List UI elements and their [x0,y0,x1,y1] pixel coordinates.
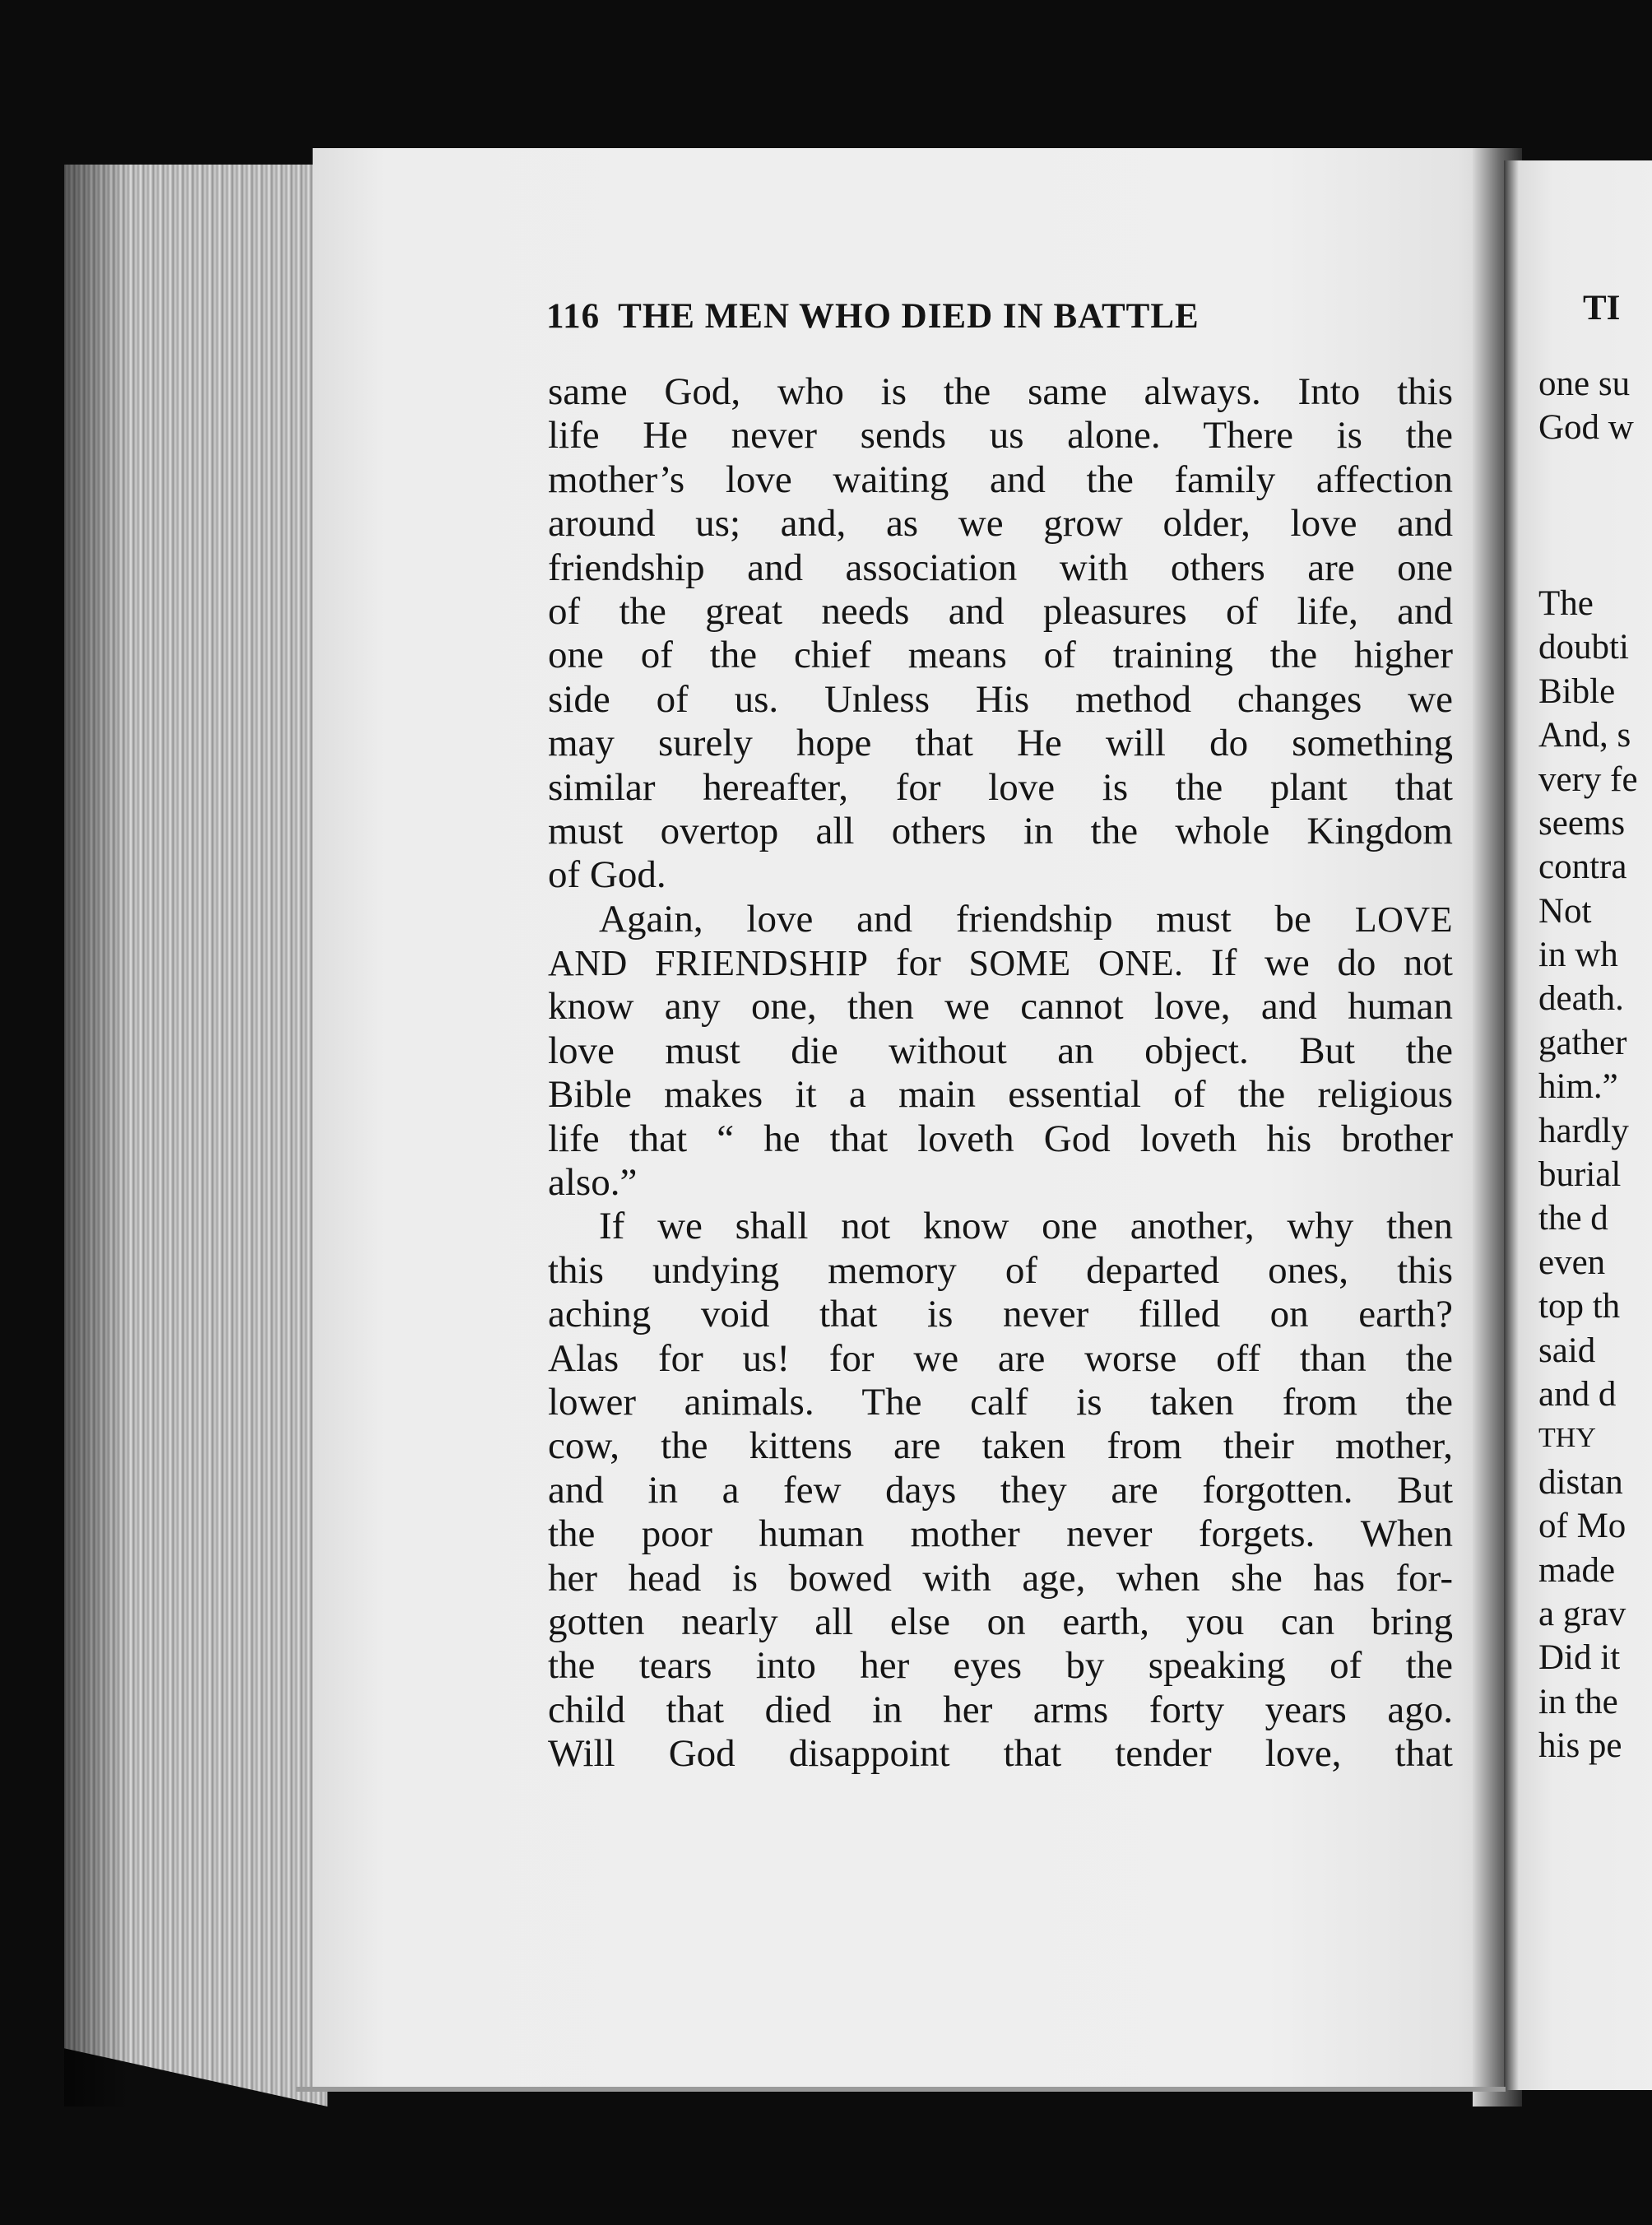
right-text-line: And, s [1538,716,1631,755]
small-caps-text: AND FRIENDSHIP [548,943,869,984]
running-head-title: THE MEN WHO DIED IN BATTLE [618,297,1200,336]
text-line: also.” [548,1161,638,1205]
right-text-line: contra [1538,848,1627,887]
text-line: child that died in her arms forty years ago. [548,1688,1453,1731]
small-caps-text: SOME ONE. [968,943,1184,984]
text-line: lower animals. The calf is taken from the [548,1380,1453,1424]
right-text-line: death. [1538,979,1624,1019]
text-line-mixed [548,898,1453,941]
text-line: friendship and association with others are one [548,546,1453,589]
page-number: 116 [546,297,601,336]
text-line: Bible makes it a main essential of the religious [548,1073,1453,1117]
right-text-line: made [1538,1550,1616,1590]
right-text-line: burial [1538,1155,1622,1195]
right-text-line: Did it [1538,1638,1621,1678]
text-line: same God, who is the same always. Into this [548,370,1453,413]
text-line: If we shall not know one another, why then [599,1205,1453,1248]
right-text-line: THY [1538,1423,1596,1454]
right-text-line: even [1538,1243,1606,1282]
right-running-head: TI [1583,289,1621,327]
right-text-line: one su [1538,365,1631,403]
right-text-line: his pe [1538,1726,1622,1766]
right-text-line: in wh [1538,936,1618,975]
right-text-line: very fe [1538,759,1638,799]
right-text-line [1538,494,1652,537]
text-line: aching void that is never filled on earth? [548,1293,1453,1336]
right-text-line: doubti [1538,628,1629,667]
text-line: the poor human mother never forgets. When [548,1512,1453,1556]
right-page-text [1538,362,1652,1768]
text-line-mixed [548,941,1453,985]
body-text [548,370,1453,1777]
text-line: side of us. Unless His method changes we [548,677,1453,721]
text-line: of God. [548,853,666,897]
text-line: must overtop all others in the whole Kingdom [548,809,1453,852]
text-fragment: If we do not [1211,941,1453,985]
right-text-line: hardly [1538,1111,1629,1150]
text-line: Alas for us! for we are worse off than the [548,1336,1453,1380]
right-text-line: Not [1538,891,1592,931]
text-fragment: Again, love and friendship must be [599,897,1311,941]
right-text-line: seems [1538,803,1626,843]
right-text-line: gather [1538,1023,1627,1062]
text-fragment: for [896,941,941,985]
text-line: mother’s love waiting and the family affection [548,458,1453,501]
running-header [546,296,1451,337]
right-text-line: of Mo [1538,1507,1626,1546]
text-line: gotten nearly all else on earth, you can bring [548,1600,1453,1643]
text-line: her head is bowed with age, when she has for- [548,1556,1453,1600]
text-line: know any one, then we cannot love, and human [548,985,1453,1029]
text-line: may surely hope that He will do something [548,722,1453,765]
text-line: and in a few days they are forgotten. But [548,1468,1453,1512]
text-line: similar hereafter, for love is the plant that [548,765,1453,809]
text-line: the tears into her eyes by speaking of the [548,1644,1453,1688]
small-caps-text: LOVE [1354,899,1453,940]
text-line: around us; and, as we grow older, love and [548,502,1453,546]
right-text-line: in the [1538,1682,1618,1721]
text-line: of the great needs and pleasures of life, and [548,589,1453,633]
page-bottom-edge [296,2087,1506,2092]
text-line: life that “ he that loveth God loveth his brother [548,1117,1453,1160]
right-text-line: said [1538,1331,1596,1370]
right-text-line: The [1538,583,1594,623]
text-line: cow, the kittens are taken from their mother, [548,1424,1453,1468]
page-edges-shadow [64,165,130,2107]
right-text-line: top th [1538,1287,1621,1326]
text-line: Will God disappoint that tender love, that [548,1732,1453,1776]
right-text-line: and d [1538,1374,1617,1414]
right-text-line: the d [1538,1199,1608,1238]
right-text-line: God w [1538,408,1634,448]
right-text-line: distan [1538,1462,1623,1502]
text-line: this undying memory of departed ones, this [548,1248,1453,1292]
text-line: one of the chief means of training the higher [548,634,1453,677]
right-text-line [1538,538,1652,582]
right-text-line: Bible [1538,671,1616,711]
text-line: love must die without an object. But the [548,1029,1453,1072]
text-line: life He never sends us alone. There is the [548,414,1453,458]
right-text-line: him.” [1538,1067,1618,1107]
right-text-line: a grav [1538,1594,1626,1633]
right-text-line [1538,450,1652,494]
